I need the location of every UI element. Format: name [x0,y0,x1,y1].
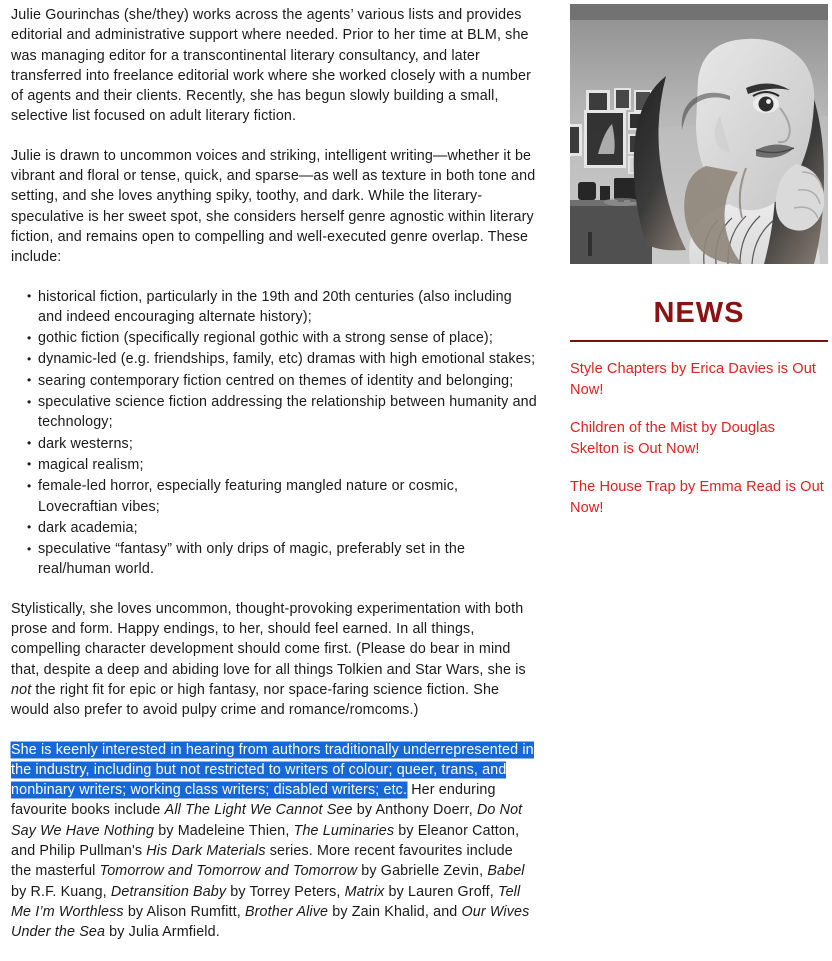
list-item: • dark academia; [38,518,537,538]
bio-paragraph-1: Julie Gourinchas (she/they) works across the agents’ various lists and provides editorial and administrative support where needed. Prior to her time at BLM, she was managing editor for a transcontinental literary consultancy, and later transferred into freelance editorial work where she worked closely with a number of agents and their clients. Recently, she has begun slowly building a small, selective list focused on adult literary fiction. [11,7,532,125]
book-title: Detransition Baby [110,883,227,900]
book-connector: by Alison Rumfitt, [123,903,245,920]
list-item: • gothic fiction (specifically regional gothic with a strong sense of place); [38,328,537,348]
book-connector: by Torrey Peters, [226,883,345,900]
book-title: His Dark Materials [146,842,266,859]
book-connector: by Gabrielle Zevin, [357,863,488,880]
bio-paragraph-3-text-after: the right fit for epic or high fantasy, nor space-faring science fiction. She would also prefer to avoid pulpy crime and romance/romcoms.) [11,681,500,719]
book-title: All The Light We Cannot See [164,802,353,819]
list-item: • speculative science fiction addressing the relationship between humanity and technology; [38,392,537,433]
book-title: Do Not Say We Have Nothing [11,802,523,839]
news-link[interactable]: Style Chapters by Erica Davies is Out Now! [570,360,817,398]
sidebar-column [570,4,828,519]
favourites-lead-text: Her enduring favourite books include [11,782,496,819]
selected-text-highlight[interactable]: She is keenly interested in hearing from authors traditionally underrepresented in the industry, including but not restricted to writers of colour; queer, trans, and nonbinary writers; working class writers; disabled writers; etc. [11,741,534,799]
bio-paragraph-2: Julie is drawn to uncommon voices and striking, intelligent writing—whether it be vibrant and floral or tense, quick, and sparse—as well as texture in both tone and setting, and she loves anything spiky, toothy, and dark. While the literary-speculative is her sweet spot, she considers herself genre agnostic within literary fiction, and remains open to compelling and well-executed genre overlap. These include: [11,147,536,266]
news-heading: NEWS [653,297,745,329]
book-connector: by Madeleine Thien, [154,822,294,839]
news-divider [570,340,828,342]
book-connector: by Julia Armfield. [105,924,220,941]
book-connector: series. More recent favourites include the masterful [11,842,513,880]
book-connector: by Anthony Doerr, [352,802,477,819]
bio-paragraph-3-emphasis: not [11,681,32,698]
book-connector: by Eleanor Catton, and Philip Pullman's [11,822,520,859]
portrait-photo [570,4,828,264]
book-title: Our Wives Under the Sea [11,903,530,941]
book-title: Tomorrow and Tomorrow and Tomorrow [99,863,358,880]
bio-paragraph-4 [11,740,537,943]
news-list [570,359,828,519]
list-item: • magical realism; [38,455,537,475]
list-item: • dark westerns; [38,434,537,454]
book-connector: by R.F. Kuang, [11,883,111,900]
list-item: • historical fiction, particularly in the 19th and 20th centuries (also including and indeed encouraging alternate history); [38,287,537,328]
bio-paragraph-3 [11,599,537,721]
list-item: • dynamic-led (e.g. friendships, family, etc) dramas with high emotional stakes; [38,349,537,369]
list-item: • female-led horror, especially featuring mangled nature or cosmic, Lovecraftian vibes; [38,476,537,517]
book-title: Brother Alive [244,903,329,920]
book-title: Matrix [344,883,385,900]
book-title: The Luminaries [293,822,395,839]
favourite-books-run [11,802,529,940]
book-connector: by Zain Khalid, and [328,903,462,920]
book-title: Tell Me I’m Worthless [11,883,521,920]
book-title: Babel [487,863,525,880]
news-link[interactable]: The House Trap by Emma Read is Out Now! [570,478,824,516]
list-item: • speculative “fantasy” with only drips of magic, preferably set in the real/human world. [38,539,537,580]
bio-paragraph-3-text-before: Stylistically, she loves uncommon, thought-provoking experimentation with both prose and form. Happy endings, to her, should feel earned. In all things, compelling character development should come first. (Please do bear in mind that, despite a deep and abiding love for all things Tolkien and Star Wars, she is [11,600,526,678]
genre-list [11,287,537,580]
news-link[interactable]: Children of the Mist by Douglas Skelton is Out Now! [570,419,776,457]
book-connector: by Lauren Groff, [384,883,499,900]
list-item: • searing contemporary fiction centred on themes of identity and belonging; [38,371,537,391]
